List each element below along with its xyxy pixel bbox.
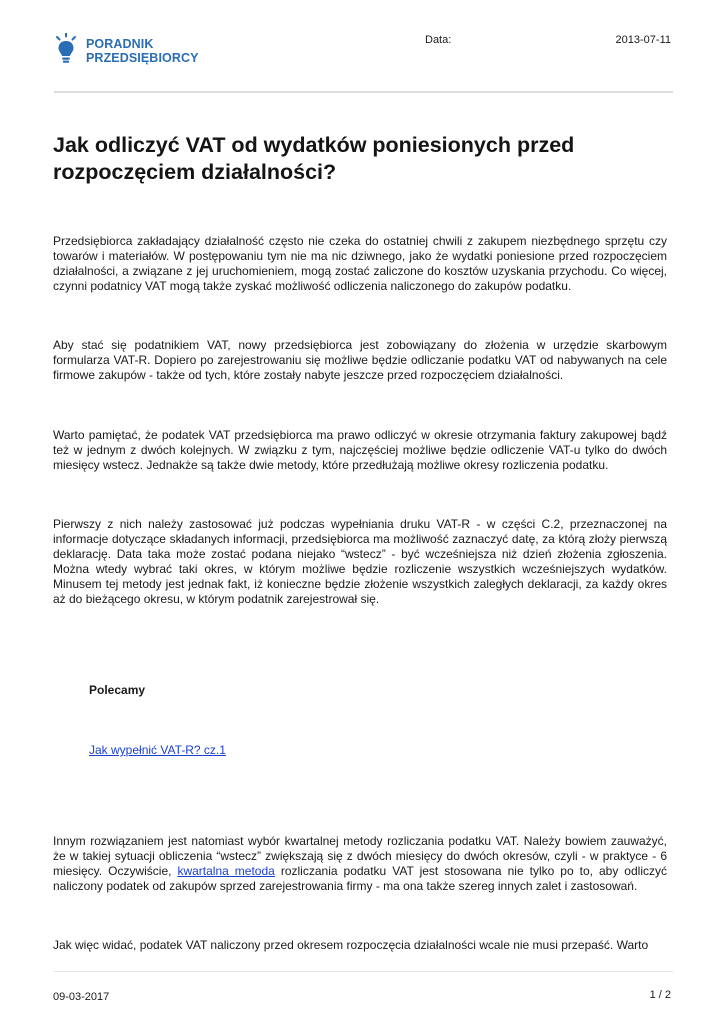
quarterly-method-link[interactable]: kwartalna metoda [177,864,275,878]
paragraph-5-text-b: rozliczania podatku VAT jest stosowana nie tylko po to, aby odliczyć naliczony podatek od zakupów sprzed zarejestrowania firmy - ma ona także szereg innych zalet i zastosowań. [53,864,667,893]
paragraph-2: Aby stać się podatnikiem VAT, nowy przedsiębiorca jest zobowiązany do złożenia w urzędzie skarbowym formularza VAT-R. Dopiero po zarejestrowaniu się możliwe będzie odliczanie podatku VAT od nabywanych na cele firmowe zakupów - także od tych, które zostały nabyte jeszcze przed rozpoczęciem działalności. [53,338,667,382]
logo-line-2: PRZEDSIĘBIORCY [86,51,199,65]
paragraph-5 [53,834,667,894]
paragraph-4: Pierwszy z nich należy zastosować już podczas wypełniania druku VAT-R - w części C.2, przeznaczonej na informacje dotyczące składanych informacji, przedsiębiorca ma możliwość zaznaczyć datę, za którą złoży pierwszą deklarację. Data taka może zostać podana niejako “wstecz” - być wcześniejsza niż dzień złożenia zgłoszenia. Można wtedy wybrać taki okres, w którym możliwe będzie rozliczenie wszystkich wcześniejszych wydatków. Minusem tej metody jest jednak fakt, iż konieczne będzie złożenie wszystkich zaległych deklaracji, za każdy okres aż do bieżącego okresu, w którym podatnik zarejestrował się. [53,517,667,606]
date-value: 2013-07-11 [615,34,671,46]
logo [54,33,204,67]
page-number: 1 / 2 [649,989,671,1001]
recommend-link[interactable]: Jak wypełnić VAT-R? cz.1 [89,743,226,757]
logo-text [86,37,199,65]
date-label: Data: [425,34,452,46]
paragraph-3: Warto pamiętać, że podatek VAT przedsiębiorca ma prawo odliczyć w okresie otrzymania faktury zakupowej bądź też w jednym z dwóch kolejnych. W związku z tym, najczęściej możliwe będzie odliczenie VAT-u tylko do dwóch miesięcy wstecz. Jednakże są także dwie metody, które przedłużają możliwe okresy rozliczenia podatku. [53,428,667,472]
footer-divider [54,971,673,972]
header-divider [54,91,673,93]
article-title: Jak odliczyć VAT od wydatków poniesionych przed rozpoczęciem działalności? [53,133,575,184]
recommend-label: Polecamy [89,683,146,697]
paragraph-1: Przedsiębiorca zakładający działalność często nie czeka do ostatniej chwili z zakupem niezbędnego sprzętu czy towarów i materiałów. W postępowaniu tym nie ma nic dziwnego, jako że wydatki poniesione przed rozpoczęciem działalności, a związane z jej uruchomieniem, mogą zostać zaliczone do kosztów uzyskania przychodu. Co więcej, czynni podatnicy VAT mogą także zyskać możliwość odliczenia naliczonego do zakupów podatku. [53,234,667,293]
paragraph-6: Jak więc widać, podatek VAT naliczony przed okresem rozpoczęcia działalności wcale nie musi przepaść. Warto [53,938,649,952]
footer-date: 09-03-2017 [53,991,110,1003]
logo-line-1: PORADNIK [86,37,154,51]
lightbulb-icon [54,33,78,67]
paragraph-5-text-a: Innym rozwiązaniem jest natomiast wybór kwartalnej metody rozliczania podatku VAT. Należy bowiem zauważyć, że w takiej sytuacji obliczenia “wstecz” zwiększają się z dwóch miesięcy do dwóch okresów, czyli - w praktyce - 6 miesięcy. Oczywiście, [53,834,667,878]
